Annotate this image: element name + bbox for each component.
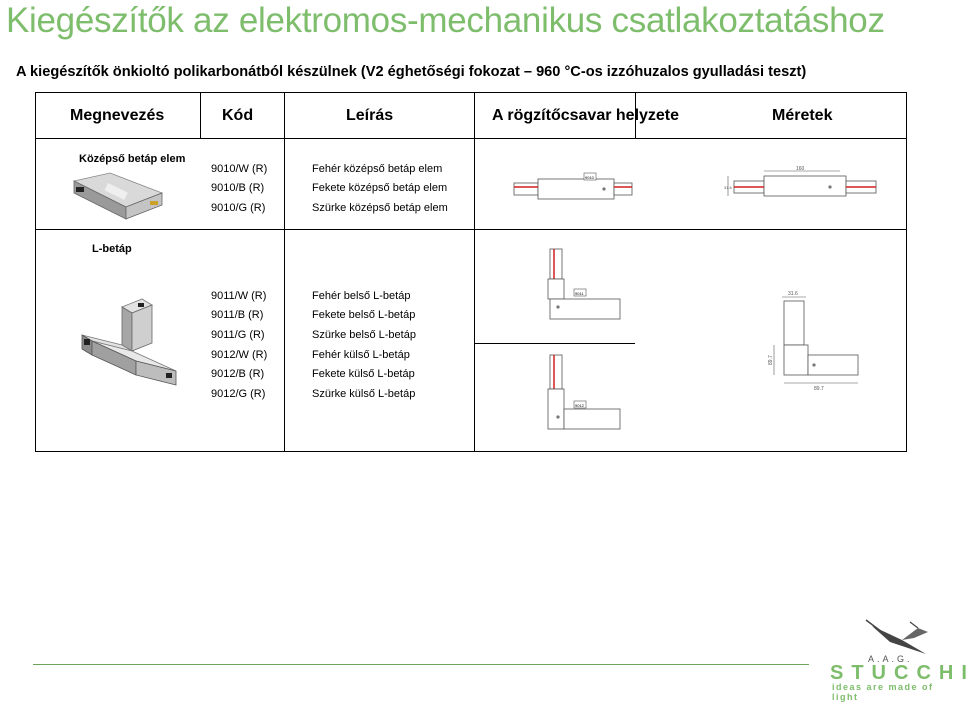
part-number-label: 9010 [585, 175, 594, 180]
table-row-code: 9011/G (R) [211, 329, 265, 341]
group-label-l-feed: L-betáp [92, 243, 132, 255]
table-row-code: 9011/W (R) [211, 290, 267, 302]
stork-logo-icon [862, 618, 932, 658]
table-row-desc: Fekete külső L-betáp [312, 368, 415, 380]
table-row-code: 9010/W (R) [211, 163, 268, 175]
table-row-code: 9010/G (R) [211, 202, 266, 214]
header-screw-position: A rögzítőcsavar helyzete [492, 107, 680, 124]
table-row-desc: Szürke külső L-betáp [312, 388, 416, 400]
dimension-length-label: 160 [796, 166, 805, 172]
middle-feed-photo [70, 175, 166, 223]
table-row-code: 9012/W (R) [211, 349, 268, 361]
page-subtitle: A kiegészítők önkioltó polikarbonátból készülnek (V2 éghetőségi fokozat – 960 °C-os izzóhuzalos gyulladási teszt) [16, 64, 807, 80]
outer-l-feed-screw-drawing [546, 351, 626, 445]
table-row-code: 9010/B (R) [211, 182, 265, 194]
part-number-label: 9012 [575, 403, 584, 408]
page-title: Kiegészítők az elektromos-mechanikus csatlakoztatáshoz [6, 1, 885, 40]
dimension-top-label: 31.6 [788, 291, 798, 297]
footer-divider [33, 664, 809, 665]
part-number-label: 9011 [575, 291, 584, 296]
inner-l-feed-screw-drawing [546, 243, 626, 339]
header-description: Leírás [346, 107, 394, 124]
dimension-bottom-label: 89.7 [814, 386, 824, 392]
table-row-desc: Fehér belső L-betáp [312, 290, 411, 302]
table-row-desc: Fehér külső L-betáp [312, 349, 410, 361]
dimension-side-label: 89.7 [768, 355, 774, 365]
l-feed-photo [76, 299, 180, 391]
stucchi-logo [826, 618, 975, 702]
table-row-code: 9011/B (R) [211, 309, 264, 321]
l-feed-dimension-drawing [752, 289, 862, 399]
table-row-desc: Fekete belső L-betáp [312, 309, 416, 321]
middle-feed-screw-drawing [512, 171, 632, 203]
accessories-table [35, 92, 907, 452]
dimension-height-label: 31.6 [724, 185, 732, 190]
header-name: Megnevezés [70, 107, 165, 124]
header-code: Kód [222, 107, 254, 124]
middle-feed-dimension-drawing [722, 165, 882, 199]
logo-tagline: ideas are made of light [832, 682, 934, 702]
table-row-desc: Szürke középső betáp elem [312, 202, 448, 214]
logo-aag: A.A.G. [868, 654, 913, 664]
table-row-code: 9012/B (R) [211, 368, 265, 380]
table-row-desc: Szürke belső L-betáp [312, 329, 416, 341]
logo-brand: STUCCHI [830, 662, 975, 684]
group-label-middle-feed: Középső betáp elem [79, 153, 186, 165]
table-row-desc: Fekete középső betáp elem [312, 182, 448, 194]
header-dimensions: Méretek [772, 107, 833, 124]
table-row-desc: Fehér középső betáp elem [312, 163, 443, 175]
table-row-code: 9012/G (R) [211, 388, 266, 400]
